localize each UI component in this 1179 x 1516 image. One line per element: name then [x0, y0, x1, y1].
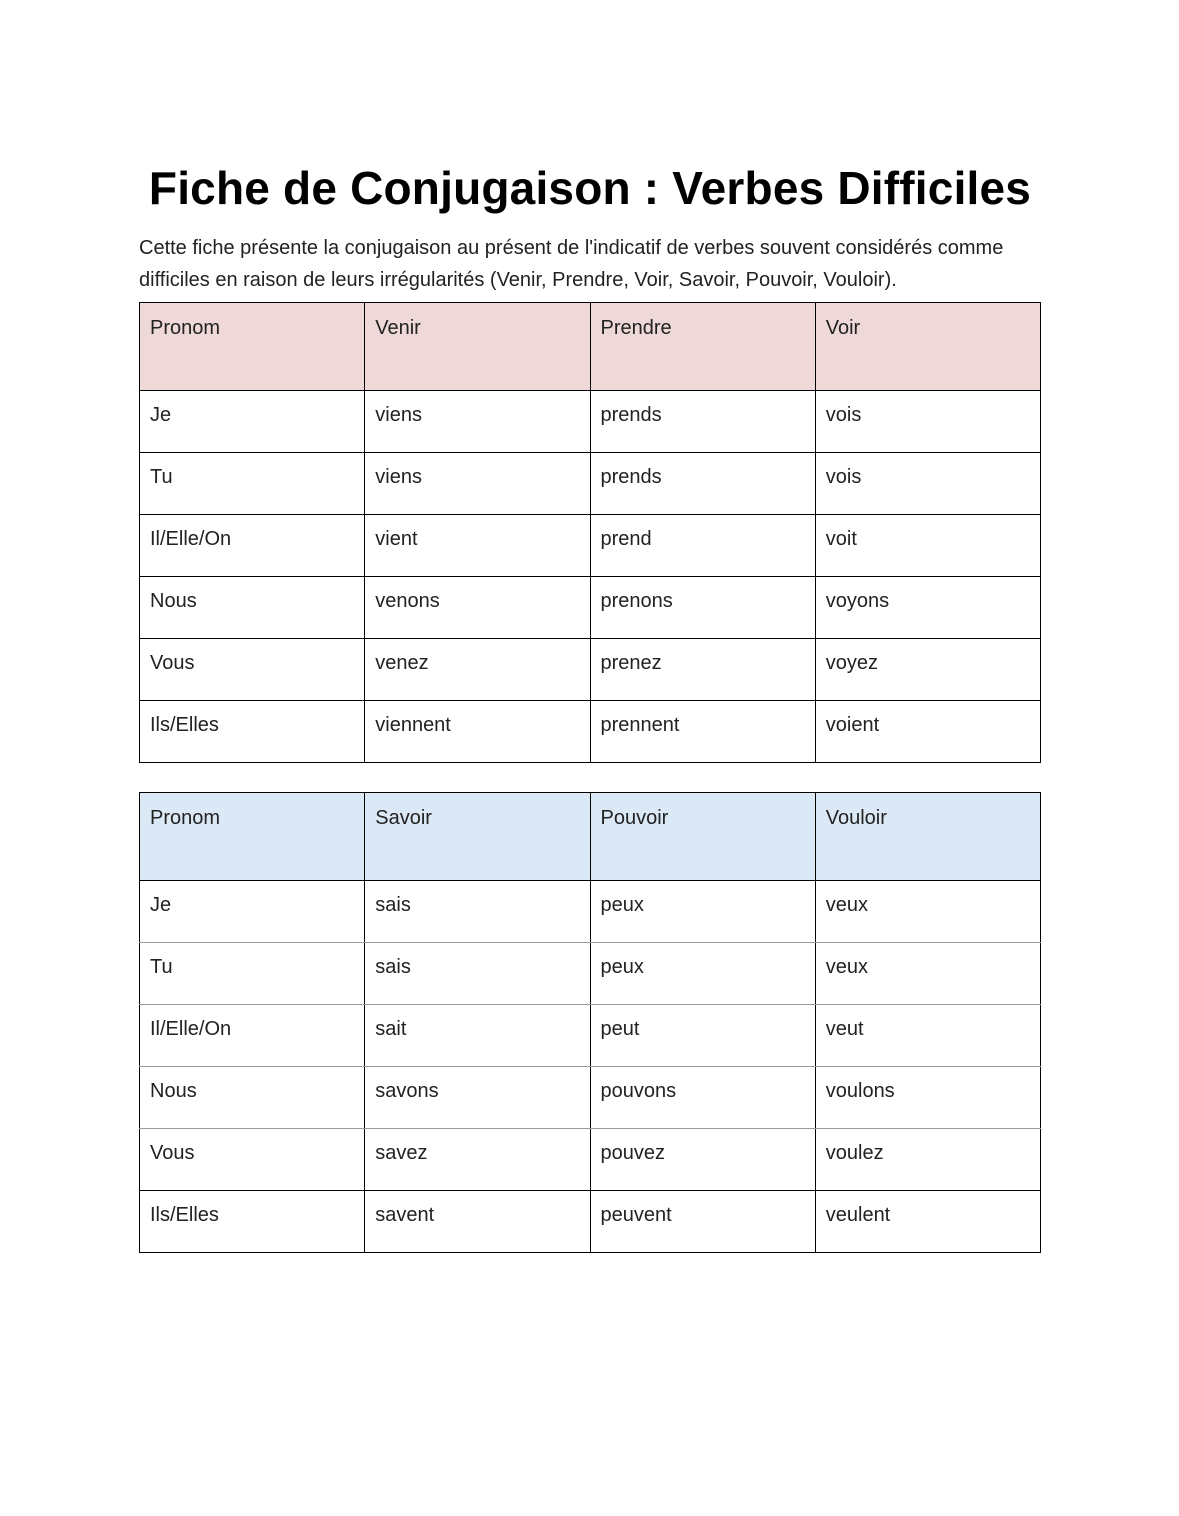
- table-row: [140, 515, 1041, 577]
- verb-cell: sais: [365, 943, 590, 1005]
- table-header-row: [140, 793, 1041, 881]
- verb-cell: peuvent: [590, 1191, 815, 1253]
- verb-cell: voyez: [815, 639, 1040, 701]
- verb-cell: voulons: [815, 1067, 1040, 1129]
- verb-cell: savent: [365, 1191, 590, 1253]
- table-row: [140, 701, 1041, 763]
- verb-cell: voyons: [815, 577, 1040, 639]
- page-title: Fiche de Conjugaison : Verbes Difficiles: [148, 162, 1032, 214]
- table-row: [140, 881, 1041, 943]
- table-header-row: [140, 303, 1041, 391]
- verb-cell: venez: [365, 639, 590, 701]
- header-cell: Prendre: [590, 303, 815, 391]
- pronoun-cell: Il/Elle/On: [140, 1005, 365, 1067]
- table-row: [140, 453, 1041, 515]
- header-cell: Vouloir: [815, 793, 1040, 881]
- verb-cell: prenez: [590, 639, 815, 701]
- verb-cell: voit: [815, 515, 1040, 577]
- verb-cell: prends: [590, 391, 815, 453]
- verb-cell: veux: [815, 943, 1040, 1005]
- pronoun-cell: Je: [140, 881, 365, 943]
- table-row: [140, 1129, 1041, 1191]
- verb-cell: pouvons: [590, 1067, 815, 1129]
- verb-cell: prenons: [590, 577, 815, 639]
- header-cell: Voir: [815, 303, 1040, 391]
- table-row: [140, 577, 1041, 639]
- header-cell: Savoir: [365, 793, 590, 881]
- pronoun-cell: Ils/Elles: [140, 701, 365, 763]
- verb-cell: prends: [590, 453, 815, 515]
- pronoun-cell: Vous: [140, 639, 365, 701]
- pronoun-cell: Nous: [140, 577, 365, 639]
- table-row: [140, 1067, 1041, 1129]
- verb-cell: viens: [365, 391, 590, 453]
- pronoun-cell: Nous: [140, 1067, 365, 1129]
- verb-cell: vois: [815, 391, 1040, 453]
- table-row: [140, 1005, 1041, 1067]
- verb-cell: viennent: [365, 701, 590, 763]
- verb-cell: prend: [590, 515, 815, 577]
- table-row: [140, 391, 1041, 453]
- verb-cell: savez: [365, 1129, 590, 1191]
- pronoun-cell: Ils/Elles: [140, 1191, 365, 1253]
- pronoun-cell: Vous: [140, 1129, 365, 1191]
- pronoun-cell: Tu: [140, 943, 365, 1005]
- header-cell: Venir: [365, 303, 590, 391]
- verb-cell: sait: [365, 1005, 590, 1067]
- header-cell: Pronom: [140, 303, 365, 391]
- header-cell: Pouvoir: [590, 793, 815, 881]
- document-page: [139, 158, 1041, 1253]
- verb-cell: voient: [815, 701, 1040, 763]
- verb-cell: sais: [365, 881, 590, 943]
- table-row: [140, 639, 1041, 701]
- verb-cell: viens: [365, 453, 590, 515]
- verb-cell: vois: [815, 453, 1040, 515]
- verb-cell: savons: [365, 1067, 590, 1129]
- verb-cell: peux: [590, 881, 815, 943]
- verb-cell: peux: [590, 943, 815, 1005]
- pronoun-cell: Il/Elle/On: [140, 515, 365, 577]
- conjugation-table-savoir-pouvoir-vouloir: [139, 792, 1041, 1253]
- table-row: [140, 1191, 1041, 1253]
- pronoun-cell: Tu: [140, 453, 365, 515]
- verb-cell: peut: [590, 1005, 815, 1067]
- verb-cell: veut: [815, 1005, 1040, 1067]
- intro-paragraph: Cette fiche présente la conjugaison au présent de l'indicatif de verbes souvent considérés comme difficiles en raison de leurs irrégularités (Venir, Prendre, Voir, Savoir, Pouvoir, Vouloir).: [139, 237, 1004, 291]
- verb-cell: venons: [365, 577, 590, 639]
- verb-cell: voulez: [815, 1129, 1040, 1191]
- pronoun-cell: Je: [140, 391, 365, 453]
- verb-cell: veux: [815, 881, 1040, 943]
- conjugation-table-venir-prendre-voir: [139, 302, 1041, 763]
- verb-cell: vient: [365, 515, 590, 577]
- header-cell: Pronom: [140, 793, 365, 881]
- verb-cell: prennent: [590, 701, 815, 763]
- verb-cell: pouvez: [590, 1129, 815, 1191]
- verb-cell: veulent: [815, 1191, 1040, 1253]
- table-row: [140, 943, 1041, 1005]
